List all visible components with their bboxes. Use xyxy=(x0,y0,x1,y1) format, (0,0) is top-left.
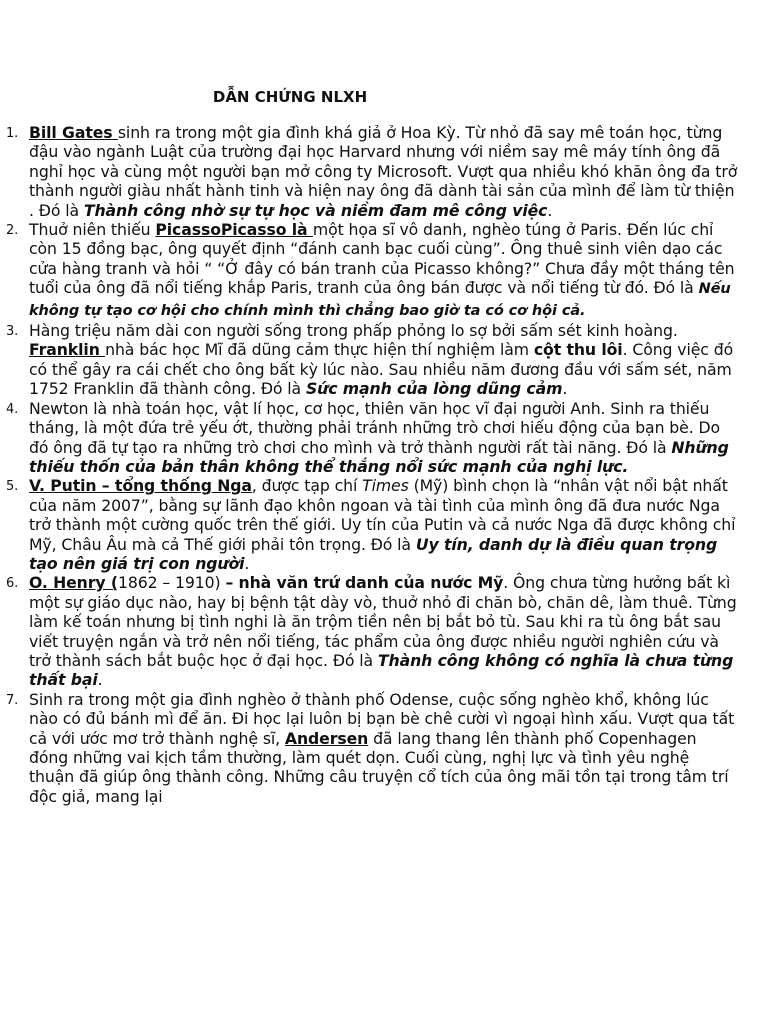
person-name: V. Putin – tổng thống Nga xyxy=(29,476,252,496)
item-lesson: Uy tín, danh dự là điều quan trọng tạo nên giá trị con người xyxy=(29,534,718,573)
item-end: . xyxy=(547,200,553,220)
item-end: . xyxy=(244,553,250,573)
list-item-franklin xyxy=(6,321,739,399)
item-body: một họa sĩ vô danh, nghèo túng ở Paris. Đến lúc chỉ còn 15 đồng bạc, ông quyết định “đánh canh bạc cuối cùng”. Ông thuê sinh viên dạo các cửa hàng tranh và hỏi “ “Ở đây có bán tranh của Picasso không?” Chưa đầy một tháng tên tuổi của ông đã nổi tiếng khắp Paris, tranh của ông bán được và nổi tiếng từ đó. Đó là xyxy=(29,220,735,298)
evidence-list xyxy=(6,123,739,806)
person-name: Franklin xyxy=(29,340,106,360)
item-bold: – nhà văn trứ danh của nước Mỹ xyxy=(225,573,504,593)
item-number: 4. xyxy=(6,401,19,417)
item-body-2: (Mỹ) bình chọn là “nhân vật nổi bật nhất của năm 2007”, bằng sự lãnh đạo khôn ngoan và tài tình của mình ông đã đưa nước Nga trở thành một cường quốc trên thế giới. Uy tín của Putin và cả nước Nga đã được không chỉ Mỹ, Châu Âu mà cả Thế giới phải tôn trọng. Đó là xyxy=(29,476,736,554)
item-pre: Thuở niên thiếu xyxy=(29,220,156,240)
item-italic: Times xyxy=(362,476,409,496)
item-number: 3. xyxy=(6,324,19,340)
person-name: Bill Gates xyxy=(29,123,118,142)
list-item-putin xyxy=(6,476,739,573)
item-number: 2. xyxy=(6,223,19,239)
item-number: 7. xyxy=(6,692,19,708)
item-body: đã lang thang lên thành phố Copenhagen đóng những vai kịch tầm thường, làm quét dọn. Cuối cùng, nghị lực và tình yêu nghệ thuận đã giúp ông thành công. Những câu truyện cổ tích của ông mãi tồn tại trong tâm trí độc giả, mang lại xyxy=(29,728,729,806)
item-lesson: Sức mạnh của lòng dũng cảm xyxy=(305,379,563,399)
item-body-2: . Công việc đó có thể gây ra cái chết cho ông bất kỳ lúc nào. Sau nhiều năm đương đầu với sấm sét, năm 1752 Franklin đã thành công. Đó là xyxy=(29,340,734,399)
document-title: DẪN CHỨNG NLXH xyxy=(212,88,368,106)
list-item-bill-gates xyxy=(6,123,739,220)
item-number: 1. xyxy=(6,126,19,141)
list-item-andersen xyxy=(6,689,739,806)
item-body-2: . Ông chưa từng hưởng bất kì một sự giáo dục nào, hay bị bệnh tật dày vò, thuở nhỏ đi chăn bò, chăn dê, làm thuê. Từng làm kế toán nhưng bị tình nghi là ăn trộm tiền nên bị bắt bỏ tù. Sau khi ra tù ông bắt sau viết truyện ngắn và trở nên nổi tiếng, tác phẩm của ông được nhiều người nghiên cứu và trở thành sách bắt buộc học ở đại học. Đó là xyxy=(29,573,737,670)
item-lesson: Thành công không có nghĩa là chưa từng thất bại xyxy=(29,650,734,690)
item-lesson: Nếu không tự tạo cơ hội cho chính mình thì chẳng bao giờ ta có cơ hội cả. xyxy=(29,281,731,319)
person-name: Andersen xyxy=(284,728,369,748)
item-pre: Hàng triệu năm dài con người sống trong phấp phỏng lo sợ bởi sấm sét kinh hoàng. xyxy=(29,321,678,341)
item-body: nhà bác học Mĩ đã dũng cảm thực hiện thí nghiệm làm xyxy=(105,340,534,360)
item-body: 1862 – 1910) xyxy=(117,573,226,593)
item-number: 6. xyxy=(6,576,19,592)
list-item-picasso xyxy=(6,220,739,321)
list-item-newton xyxy=(6,398,739,477)
item-end: . xyxy=(97,670,103,690)
item-number: 5. xyxy=(6,479,19,495)
item-end: . xyxy=(562,379,568,399)
item-body: sinh ra trong một gia đình khá giả ở Hoa Kỳ. Từ nhỏ đã say mê toán học, từng đậu vào ngành Luật của trường đại học Harvard nhưng với niềm say mê máy tính ông đã nghỉ học và cùng một người bạn mở công ty Microsoft. Vượt qua nhiều khó khăn ông đa trở thành người giàu nhất hành tinh và hiện nay ông đã dành tài sản của mình để làm từ thiện . Đó là xyxy=(29,123,738,220)
item-body: Newton là nhà toán học, vật lí học, cơ học, thiên văn học vĩ đại người Anh. Sinh ra thiếu tháng, là một đứa trẻ yếu ớt, thường phải tránh những trò chơi hiếu động của bạn bè. Do đó ông đã tự tạo ra những trò chơi cho mình và trở thành người rất tài năng. Đó là xyxy=(29,398,720,457)
item-body: , được tạp chí xyxy=(251,476,363,496)
item-lesson: Những thiếu thốn của bản thân không thể thắng nổi sức mạnh của nghị lực. xyxy=(29,437,729,476)
item-lesson: Thành công nhờ sự tự học và niềm đam mê công việc xyxy=(83,200,548,220)
item-bold: cột thu lôi xyxy=(533,340,623,360)
person-name: O. Henry ( xyxy=(29,573,118,593)
item-pre: Sinh ra trong một gia đình nghèo ở thành phố Odense, cuộc sống nghèo khổ, không lúc nào có đủ bánh mì để ăn. Đi học lại luôn bị bạn bè chê cười vì ngoại hình xấu. Vượt qua tất cả với ước mơ trở thành nghệ sĩ, xyxy=(29,689,735,748)
person-name: PicassoPicasso là xyxy=(155,220,313,240)
list-item-o-henry xyxy=(6,573,739,690)
